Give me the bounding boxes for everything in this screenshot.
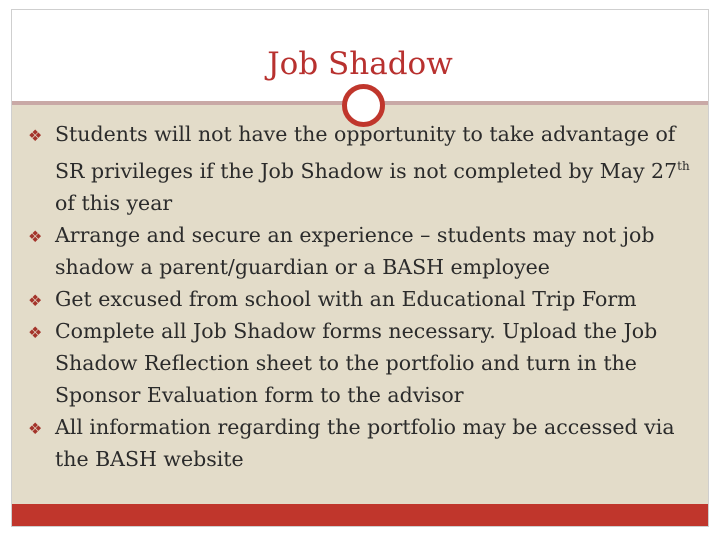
bullet-icon: ❖ bbox=[28, 226, 43, 246]
bullet-item bbox=[25, 283, 697, 315]
slide bbox=[11, 9, 709, 527]
footer-bar bbox=[12, 504, 708, 526]
bullet-icon: ❖ bbox=[28, 126, 43, 145]
bullet-item bbox=[25, 118, 697, 219]
bullet-list bbox=[25, 118, 697, 475]
bullet-text: Arrange and secure an experience – students may not job shadow a parent/guardian or a BASH employee bbox=[55, 222, 655, 279]
bullet-text: Complete all Job Shadow forms necessary. Upload the Job Shadow Reflection sheet to the portfolio and turn in the Sponsor Evaluation form to the advisor bbox=[55, 318, 658, 407]
bullet-icon: ❖ bbox=[28, 322, 43, 342]
bullet-icon: ❖ bbox=[28, 290, 43, 310]
bullet-text: Students will not have the opportunity to take advantage of SR privileges if the Job Shadow is not completed by May 27 bbox=[55, 122, 678, 183]
bullet-icon: ❖ bbox=[28, 418, 43, 438]
superscript: th bbox=[677, 159, 690, 173]
bullet-item bbox=[25, 411, 697, 475]
bullet-text: All information regarding the portfolio may be accessed via the BASH website bbox=[55, 414, 675, 471]
bullet-text-tail: of this year bbox=[55, 190, 173, 215]
bullet-item bbox=[25, 219, 697, 283]
bullet-item bbox=[25, 315, 697, 411]
bullet-text: Get excused from school with an Educational Trip Form bbox=[55, 286, 637, 311]
slide-title: Job Shadow bbox=[267, 46, 453, 82]
